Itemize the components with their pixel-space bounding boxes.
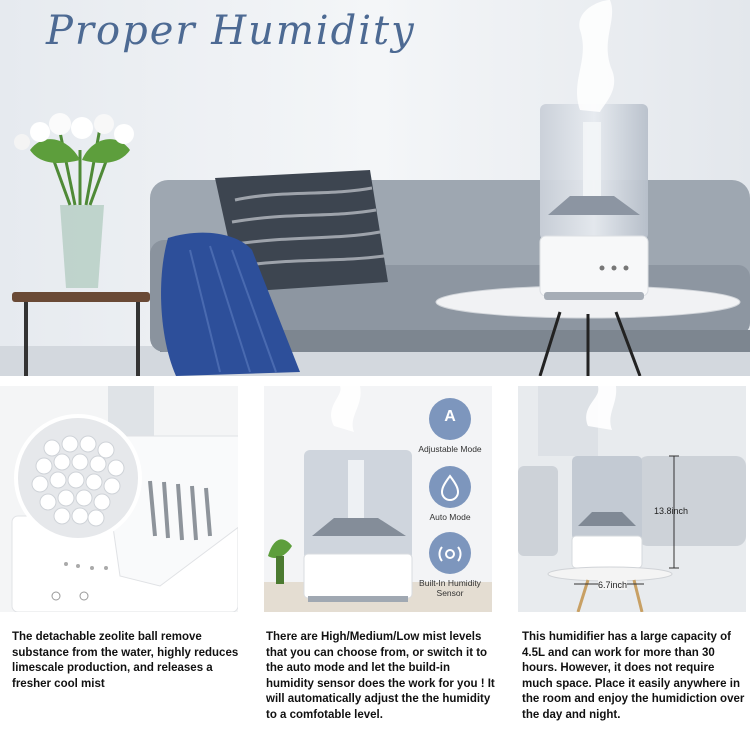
feature-label: Auto Mode [429,512,471,522]
vase [60,205,104,288]
modes-panel-image [264,386,492,612]
dimensions-illustration [518,386,746,612]
letter-a-icon: A [429,398,471,440]
zeolite-panel-image [0,386,238,612]
humidifier-illustration [540,104,648,300]
sensor-icon [429,532,471,574]
width-label: 6.7inch [598,580,628,590]
zeolite-caption: The detachable zeolite ball remove substance from the water, highly reduces limescale production, and releases a fresher cool mist [12,631,239,690]
side-table [12,292,150,302]
feature-label: Built-In Humidity Sensor [419,578,481,598]
zeolite-closeup-illustration [0,386,238,612]
feature-adjustable [410,398,490,454]
feature-sensor [410,532,490,598]
height-label: 13.8inch [654,506,689,516]
water-drop-icon [429,466,471,508]
modes-caption: There are High/Medium/Low mist levels that you can choose from, or switch it to the auto mode and let the build-in humidity sensor does the work for you ! It will automatically adjust the the humidity to a comfotable level. [266,631,495,721]
feature-auto [410,466,490,522]
feature-label: Adjustable Mode [418,444,482,454]
hero-title: Proper Humidity [46,8,416,54]
dimensions-panel-image [518,386,746,612]
capacity-caption: This humidifier has a large capacity of 4.5L and can work for more than 30 hours. However, it does not require much space. Place it easily anywhere in the room and enjoy the humidiction over the day and night. [522,631,745,721]
